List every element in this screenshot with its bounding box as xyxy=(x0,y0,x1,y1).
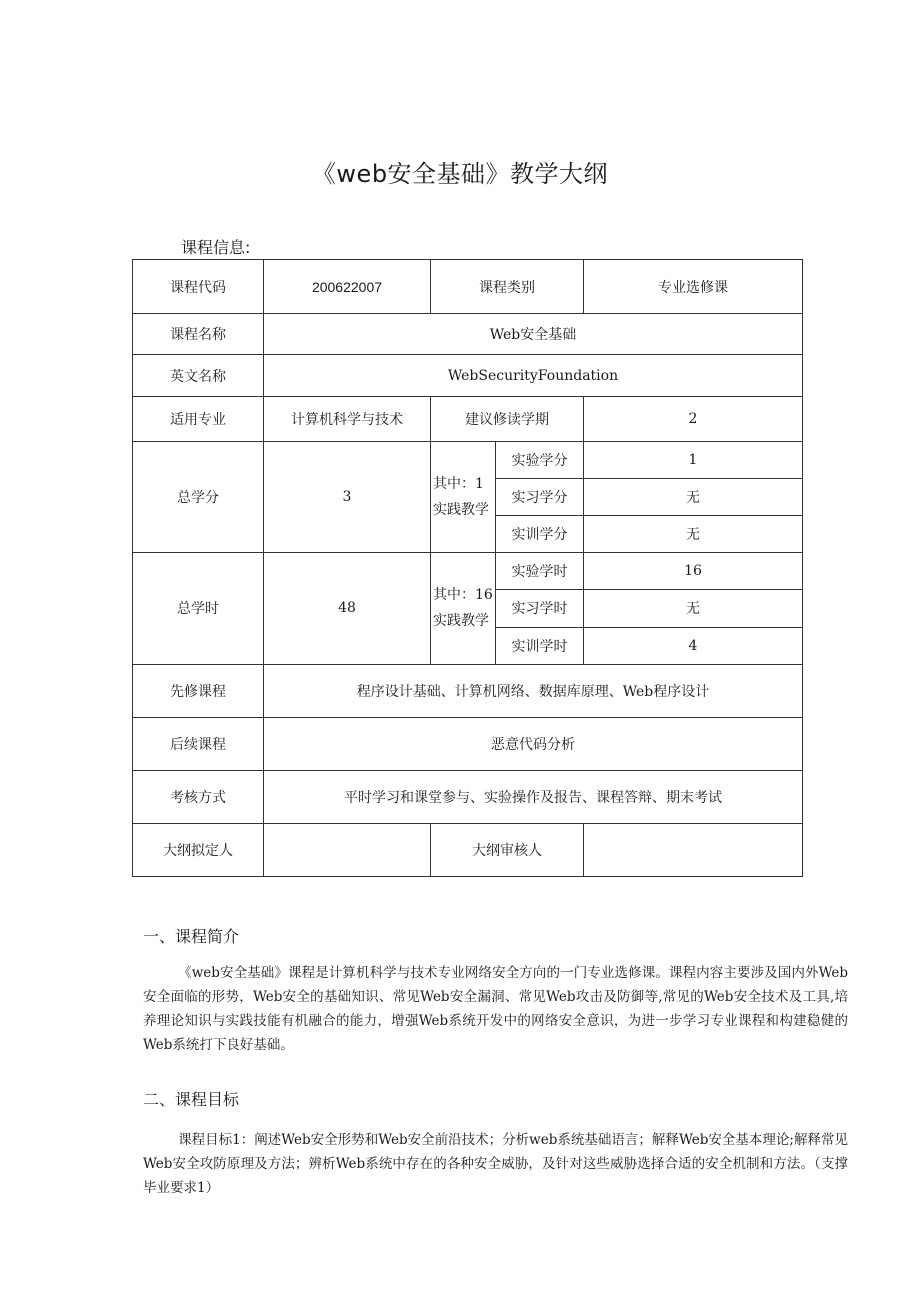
internship-credits-label: 实习学分 xyxy=(496,479,584,516)
followup-value: 恶意代码分析 xyxy=(264,717,803,770)
major-value: 计算机科学与技术 xyxy=(264,397,431,442)
table-row xyxy=(133,553,803,590)
training-hours-value: 4 xyxy=(584,627,803,664)
course-info-table xyxy=(132,259,803,877)
lab-credits-label: 实验学分 xyxy=(496,442,584,479)
goals-heading: 二、课程目标 xyxy=(143,1090,240,1109)
intro-paragraph: 《web安全基础》课程是计算机科学与技术专业网络安全方向的一门专业选修课。课程内容主要涉及国内外Web安全面临的形势，Web安全的基础知识、常见Web安全漏洞、常见Web攻击及防御等,常见的Web安全技术及工具,培养理论知识与实践技能有机融合的能力，增强Web系统开发中的网络安全意识，为进一步学习专业课程和构建稳健的Web系统打下良好基础。 xyxy=(143,965,848,1053)
lab-credits-value: 1 xyxy=(584,442,803,479)
internship-hours-label: 实习学时 xyxy=(496,590,584,627)
lab-hours-value: 16 xyxy=(584,553,803,590)
table-row xyxy=(133,770,803,823)
course-info-label: 课程信息: xyxy=(181,238,251,257)
course-code-label: 课程代码 xyxy=(133,260,264,314)
table-row xyxy=(133,314,803,355)
internship-hours-value: 无 xyxy=(584,590,803,627)
table-row xyxy=(133,397,803,442)
english-name-label: 英文名称 xyxy=(133,355,264,397)
assessment-label: 考核方式 xyxy=(133,770,264,823)
table-row xyxy=(133,260,803,314)
lab-hours-label: 实验学时 xyxy=(496,553,584,590)
internship-credits-value: 无 xyxy=(584,479,803,516)
table-row xyxy=(133,823,803,876)
training-credits-value: 无 xyxy=(584,516,803,553)
course-type-label: 课程类别 xyxy=(431,260,584,314)
training-credits-label: 实训学分 xyxy=(496,516,584,553)
total-credits-label: 总学分 xyxy=(133,442,264,553)
page-title: 《web安全基础》教学大纲 xyxy=(311,160,609,188)
total-hours-label: 总学时 xyxy=(133,553,264,664)
prereq-label: 先修课程 xyxy=(133,664,264,717)
course-type-value: 专业选修课 xyxy=(584,260,803,314)
training-hours-label: 实训学时 xyxy=(496,627,584,664)
table-row xyxy=(133,664,803,717)
reviewer-label: 大纲审核人 xyxy=(431,823,584,876)
followup-label: 后续课程 xyxy=(133,717,264,770)
major-label: 适用专业 xyxy=(133,397,264,442)
drafter-label: 大纲拟定人 xyxy=(133,823,264,876)
assessment-value: 平时学习和课堂参与、实验操作及报告、课程答辩、期末考试 xyxy=(264,770,803,823)
table-row xyxy=(133,355,803,397)
reviewer-value xyxy=(584,823,803,876)
prereq-value: 程序设计基础、计算机网络、数据库原理、Web程序设计 xyxy=(264,664,803,717)
table-row xyxy=(133,717,803,770)
english-name-value: WebSecurityFoundation xyxy=(264,355,803,397)
semester-label: 建议修读学期 xyxy=(431,397,584,442)
hours-practice-note: 其中：16实践教学 xyxy=(431,553,496,664)
goals-paragraph: 课程目标1：阐述Web安全形势和Web安全前沿技术；分析web系统基础语言；解释Web安全基本理论;解释常见Web安全攻防原理及方法；辨析Web系统中存在的各种安全威胁，及针对这些威胁选择合适的安全机制和方法。（支撑毕业要求1） xyxy=(143,1132,848,1196)
table-row xyxy=(133,442,803,479)
semester-value: 2 xyxy=(584,397,803,442)
course-code-value: 200622007 xyxy=(264,260,431,314)
drafter-value xyxy=(264,823,431,876)
total-hours-value: 48 xyxy=(264,553,431,664)
credits-practice-note: 其中：1实践教学 xyxy=(431,442,496,553)
total-credits-value: 3 xyxy=(264,442,431,553)
intro-heading: 一、课程简介 xyxy=(143,927,240,946)
course-name-label: 课程名称 xyxy=(133,314,264,355)
course-name-value: Web安全基础 xyxy=(264,314,803,355)
